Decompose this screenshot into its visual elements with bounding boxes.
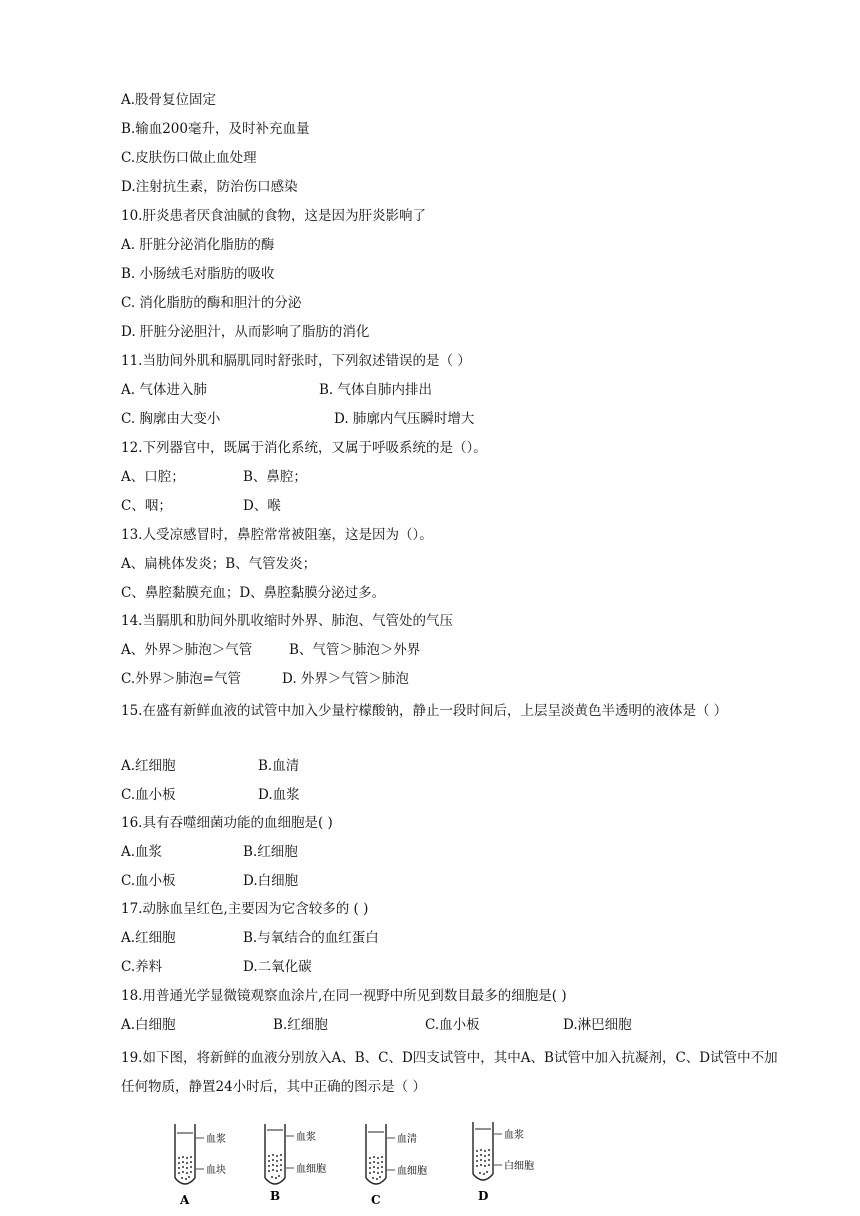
q10-option-a: A. 肝脏分泌消化脂肪的酶 bbox=[121, 237, 275, 253]
question-15: 15.在盛有新鲜血液的试管中加入少量柠檬酸钠，静止一段时间后，上层呈淡黄色半透明的液体是（ ） bbox=[121, 703, 728, 719]
q15-option-c: C.血小板 bbox=[121, 787, 176, 803]
question-11: 11.当肋间外肌和膈肌同时舒张时，下列叙述错误的是（ ） bbox=[121, 353, 471, 369]
option-b-transfusion: B.输血200毫升，及时补充血量 bbox=[121, 121, 310, 137]
q10-option-d: D. 肝脏分泌胆汁，从而影响了脂肪的消化 bbox=[121, 324, 370, 340]
q11-option-b: B. 气体自肺内排出 bbox=[319, 382, 433, 398]
q11-option-a: A. 气体进入肺 bbox=[121, 382, 207, 398]
q12-option-c: C、咽； bbox=[121, 498, 172, 514]
test-tube-b bbox=[265, 1124, 326, 1203]
option-a-femur: A.股骨复位固定 bbox=[121, 92, 217, 108]
tube-d-bottom-label: 白细胞 bbox=[504, 1161, 534, 1172]
question-10: 10.肝炎患者厌食油腻的食物，这是因为肝炎影响了 bbox=[121, 208, 426, 224]
q12-option-d: D、喉 bbox=[243, 498, 281, 514]
q16-option-a: A.血浆 bbox=[121, 844, 163, 860]
q14-option-a: A、外界＞肺泡＞气管 bbox=[121, 642, 253, 658]
question-13: 13.人受凉感冒时，鼻腔常常被阻塞，这是因为（）。 bbox=[121, 527, 433, 543]
q18-option-d: D.淋巴细胞 bbox=[563, 1017, 632, 1033]
q18-option-c: C.血小板 bbox=[425, 1017, 480, 1033]
q16-option-d: D.白细胞 bbox=[243, 873, 299, 889]
q18-option-b: B.红细胞 bbox=[273, 1017, 328, 1033]
q10-option-c: C. 消化脂肪的酶和胆汁的分泌 bbox=[121, 295, 302, 311]
tube-b-top-label: 血浆 bbox=[296, 1132, 316, 1143]
q12-option-a: A、口腔； bbox=[121, 469, 185, 485]
q11-option-d: D. 肺廓内气压瞬时增大 bbox=[334, 411, 475, 427]
q15-option-b: B.血清 bbox=[258, 758, 300, 774]
test-tube-c bbox=[366, 1124, 427, 1207]
test-tube-a bbox=[175, 1124, 226, 1207]
tube-b-bottom-label: 血细胞 bbox=[296, 1164, 326, 1175]
question-12: 12.下列器官中，既属于消化系统，又属于呼吸系统的是（）。 bbox=[121, 440, 487, 456]
q17-option-c: C.养料 bbox=[121, 959, 163, 975]
question-18: 18.用普通光学显微镜观察血涂片,在同一视野中所见到数目最多的细胞是( ) bbox=[121, 988, 567, 1004]
q18-option-a: A.白细胞 bbox=[121, 1017, 176, 1033]
question-16: 16.具有吞噬细菌功能的血细胞是( ) bbox=[121, 815, 333, 831]
test-tube-d bbox=[473, 1122, 534, 1203]
tube-a-bottom-label: 血块 bbox=[206, 1165, 226, 1176]
q15-option-d: D.血浆 bbox=[258, 787, 300, 803]
tube-c-letter: C bbox=[371, 1193, 381, 1207]
option-d-antibiotic: D.注射抗生素，防治伤口感染 bbox=[121, 179, 298, 195]
question-19: 19.如下图，将新鲜的血液分别放入A、B、C、D四支试管中，其中A、B试管中加入抗凝剂，C、D试管中不加任何物质，静置24小时后，其中正确的图示是（ ） bbox=[121, 1050, 778, 1095]
tube-c-bottom-label: 血细胞 bbox=[397, 1166, 427, 1177]
q14-option-b: B、气管＞肺泡＞外界 bbox=[289, 642, 421, 658]
q13-options-ab: A、扁桃体发炎；B、气管发炎； bbox=[121, 556, 317, 572]
q16-option-c: C.血小板 bbox=[121, 873, 176, 889]
tube-a-top-label: 血浆 bbox=[206, 1134, 226, 1145]
q10-option-b: B. 小肠绒毛对脂肪的吸收 bbox=[121, 266, 275, 282]
blood-test-tube-figure bbox=[160, 1118, 580, 1210]
q13-options-cd: C、鼻腔黏膜充血；D、鼻腔黏膜分泌过多。 bbox=[121, 585, 386, 601]
option-c-hemostasis: C.皮肤伤口做止血处理 bbox=[121, 150, 257, 166]
tube-b-letter: B bbox=[270, 1189, 281, 1203]
tube-d-letter: D bbox=[478, 1189, 489, 1203]
tube-d-top-label: 血浆 bbox=[504, 1130, 524, 1141]
q17-option-d: D.二氧化碳 bbox=[243, 959, 312, 975]
tube-c-top-label: 血清 bbox=[397, 1134, 417, 1145]
q14-option-d: D. 外界＞气管＞肺泡 bbox=[282, 671, 409, 687]
tube-a-letter: A bbox=[180, 1193, 190, 1207]
q17-option-a: A.红细胞 bbox=[121, 930, 176, 946]
question-17: 17.动脉血呈红色,主要因为它含较多的 ( ) bbox=[121, 901, 369, 917]
q11-option-c: C. 胸廓由大变小 bbox=[121, 411, 221, 427]
question-14: 14.当膈肌和肋间外肌收缩时外界、肺泡、气管处的气压 bbox=[121, 613, 453, 629]
q16-option-b: B.红细胞 bbox=[243, 844, 298, 860]
q12-option-b: B、鼻腔； bbox=[243, 469, 307, 485]
q15-option-a: A.红细胞 bbox=[121, 758, 176, 774]
q14-option-c: C.外界＞肺泡=气管 bbox=[121, 671, 241, 687]
q17-option-b: B.与氧结合的血红蛋白 bbox=[243, 930, 379, 946]
